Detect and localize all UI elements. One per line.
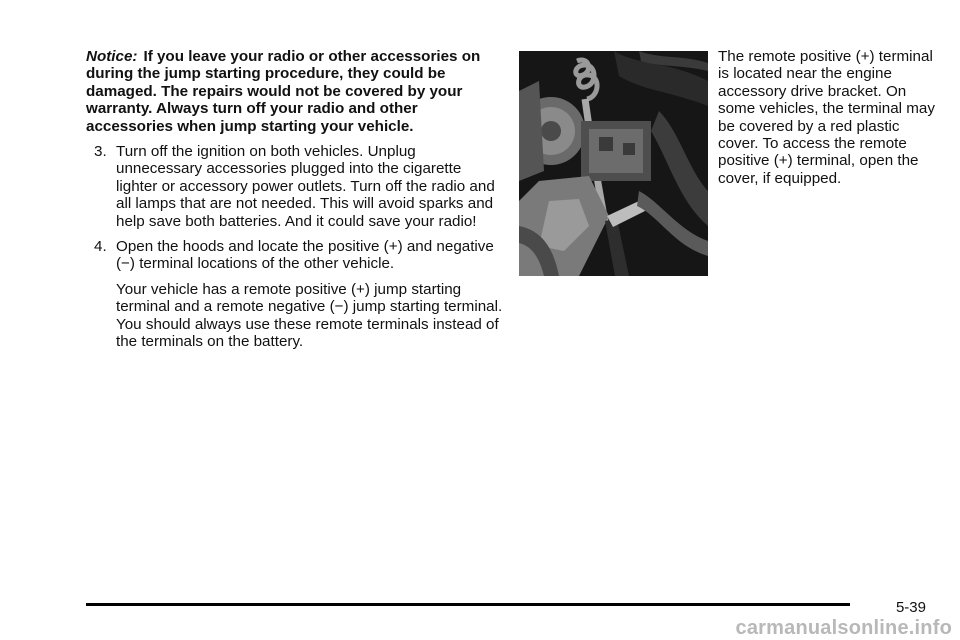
step-number: 4. — [94, 238, 107, 256]
step-4-detail: Your vehicle has a remote positive (+) jump starting terminal and a remote negative (−) jump starting terminal. You should always use these remote terminals instead of the terminals on the battery. — [116, 280, 503, 351]
left-column — [86, 48, 506, 351]
step-4 — [86, 238, 506, 273]
engine-photo-illustration — [519, 51, 708, 276]
step-text: Open the hoods and locate the positive (+) and negative (−) terminal locations of the other vehicle. — [116, 238, 494, 273]
step-number: 3. — [94, 143, 107, 161]
notice-text: If you leave your radio or other accessories on during the jump starting procedure, they could be damaged. The repairs would not be covered by your warranty. Always turn off your radio and other accessories when jump starting your vehicle. — [86, 48, 481, 135]
watermark-text: carmanualsonline.info — [735, 616, 952, 639]
page-number: 5-39 — [895, 599, 926, 616]
engine-terminal-photo — [519, 51, 708, 276]
footer-rule — [86, 603, 850, 606]
photo-caption: The remote positive (+) terminal is located near the engine accessory drive bracket. On some vehicles, the terminal may be covered by a red plastic cover. To access the remote positive (+) terminal, open the cover, if equipped. — [718, 48, 935, 187]
notice-paragraph — [86, 48, 506, 135]
step-3 — [86, 143, 506, 230]
step-text: Turn off the ignition on both vehicles. Unplug unnecessary accessories plugged into the cigarette lighter or accessory power outlets. Turn off the radio and all lamps that are not needed. This will avoid sparks and help save both batteries. And it could save your radio! — [116, 143, 495, 230]
notice-label: Notice: — [86, 48, 138, 65]
